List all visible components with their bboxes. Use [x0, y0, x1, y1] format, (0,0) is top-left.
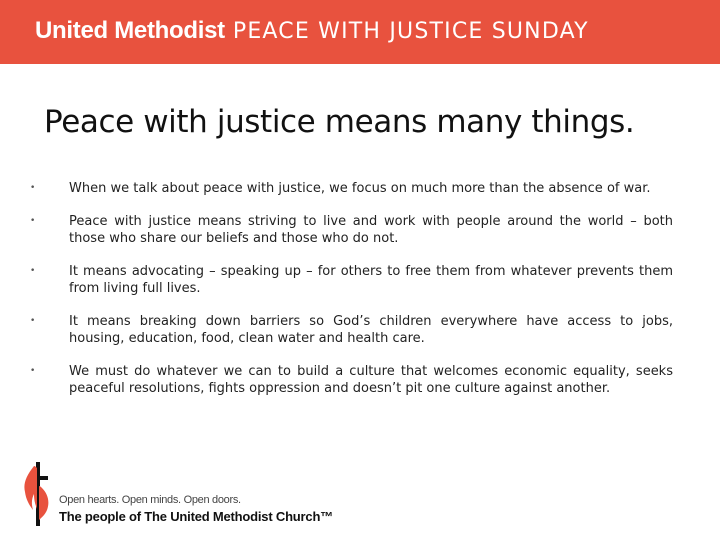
- bullet-marker: •: [30, 316, 36, 326]
- bullet-text: When we talk about peace with justice, we focus on much more than the absence of war.: [69, 181, 651, 196]
- bullet-text: It means breaking down barriers so God’s children everywhere have access to jobs, housing, education, food, clean water and health care.: [69, 314, 673, 346]
- bullet-list: [30, 180, 673, 413]
- bullet-marker: •: [30, 216, 36, 226]
- bullet-marker: •: [30, 183, 36, 193]
- bullet-item: [30, 213, 673, 247]
- event-name: PEACE WITH JUSTICE SUNDAY: [232, 19, 589, 44]
- footer-church-name: The people of The United Methodist Church™: [59, 509, 333, 524]
- brand-name: United Methodist: [35, 17, 225, 44]
- bullet-item: [30, 180, 673, 197]
- header-title: [35, 17, 589, 45]
- bullet-marker: •: [30, 366, 36, 376]
- bullet-marker: •: [30, 266, 36, 276]
- footer-tagline: Open hearts. Open minds. Open doors.: [59, 494, 241, 506]
- bullet-text: Peace with justice means striving to live and work with people around the world – both those who share our beliefs and those who do not.: [69, 214, 673, 246]
- cross-and-flame-icon: [22, 462, 52, 530]
- header-banner: [0, 0, 720, 64]
- bullet-item: [30, 263, 673, 297]
- bullet-item: [30, 313, 673, 347]
- bullet-text: We must do whatever we can to build a culture that welcomes economic equality, seeks peaceful resolutions, fights oppression and doesn’t pit one culture against another.: [69, 364, 673, 396]
- bullet-text: It means advocating – speaking up – for others to free them from whatever prevents them from living full lives.: [69, 264, 673, 296]
- slide-title: Peace with justice means many things.: [44, 104, 635, 140]
- bullet-item: [30, 363, 673, 397]
